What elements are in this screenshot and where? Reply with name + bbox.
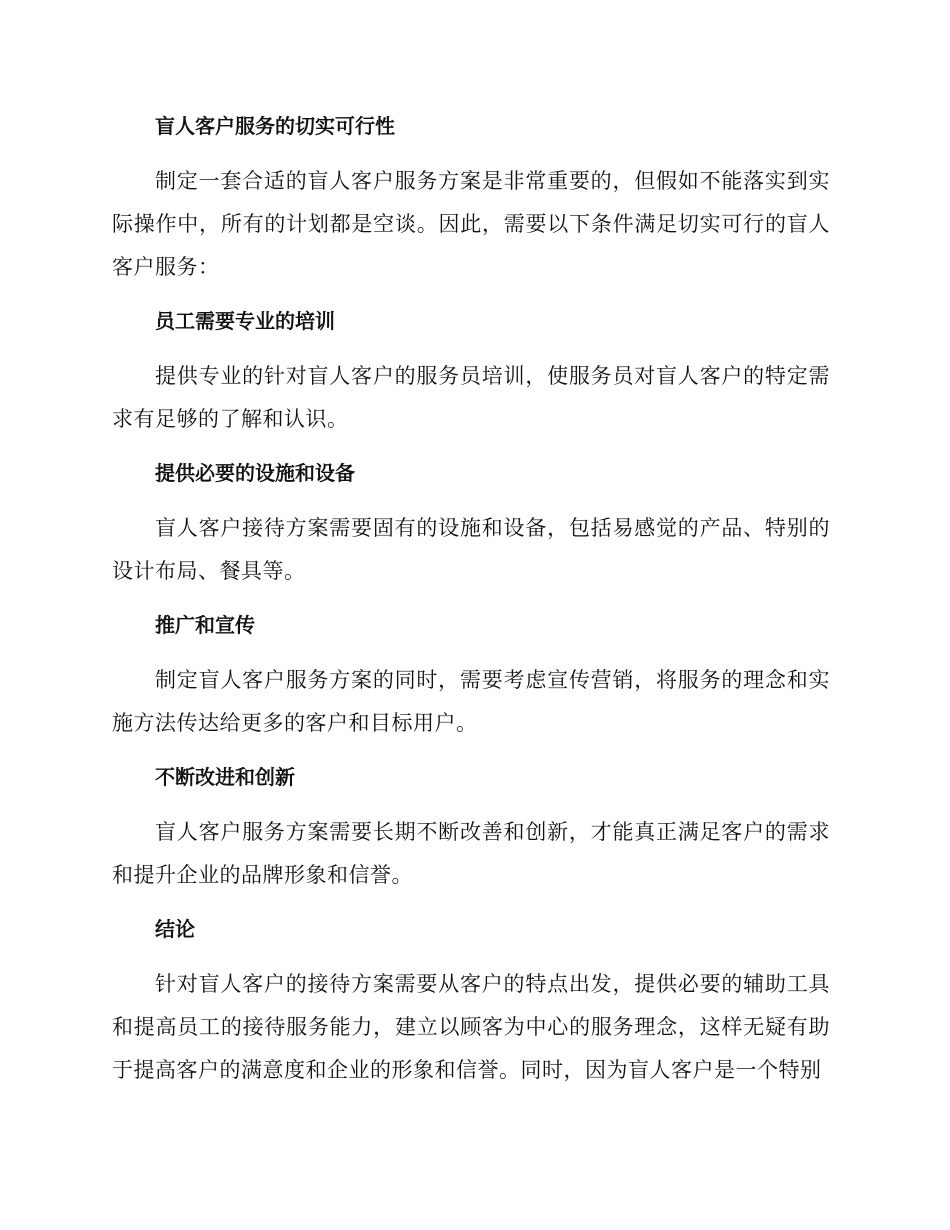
section-body-feasibility: 制定一套合适的盲人客户服务方案是非常重要的，但假如不能落实到实际操作中，所有的计划都是空谈。因此，需要以下条件满足切实可行的盲人客户服务： — [112, 169, 830, 279]
section-heading-training: 员工需要专业的培训 — [155, 309, 335, 333]
section-body-training: 提供专业的针对盲人客户的服务员培训，使服务员对盲人客户的特定需求有足够的了解和认识。 — [112, 364, 830, 431]
section-body-facilities: 盲人客户接待方案需要固有的设施和设备，包括易感觉的产品、特别的设计布局、餐具等。 — [112, 516, 830, 583]
section-heading-conclusion: 结论 — [155, 917, 195, 941]
document-page — [112, 108, 830, 1106]
section-heading-feasibility: 盲人客户服务的切实可行性 — [155, 114, 395, 138]
section-body-conclusion: 针对盲人客户的接待方案需要从客户的特点出发，提供必要的辅助工具和提高员工的接待服务能力，建立以顾客为中心的服务理念，这样无疑有助于提高客户的满意度和企业的形象和信誉。同时，因为盲人客户是一个特别 — [112, 972, 830, 1082]
section-heading-facilities: 提供必要的设施和设备 — [155, 461, 355, 485]
section-body-promotion: 制定盲人客户服务方案的同时，需要考虑宣传营销，将服务的理念和实施方法传达给更多的客户和目标用户。 — [112, 668, 830, 735]
section-heading-innovation: 不断改进和创新 — [155, 765, 295, 789]
section-body-innovation: 盲人客户服务方案需要长期不断改善和创新，才能真正满足客户的需求和提升企业的品牌形象和信誉。 — [112, 820, 830, 887]
section-heading-promotion: 推广和宣传 — [155, 613, 255, 637]
